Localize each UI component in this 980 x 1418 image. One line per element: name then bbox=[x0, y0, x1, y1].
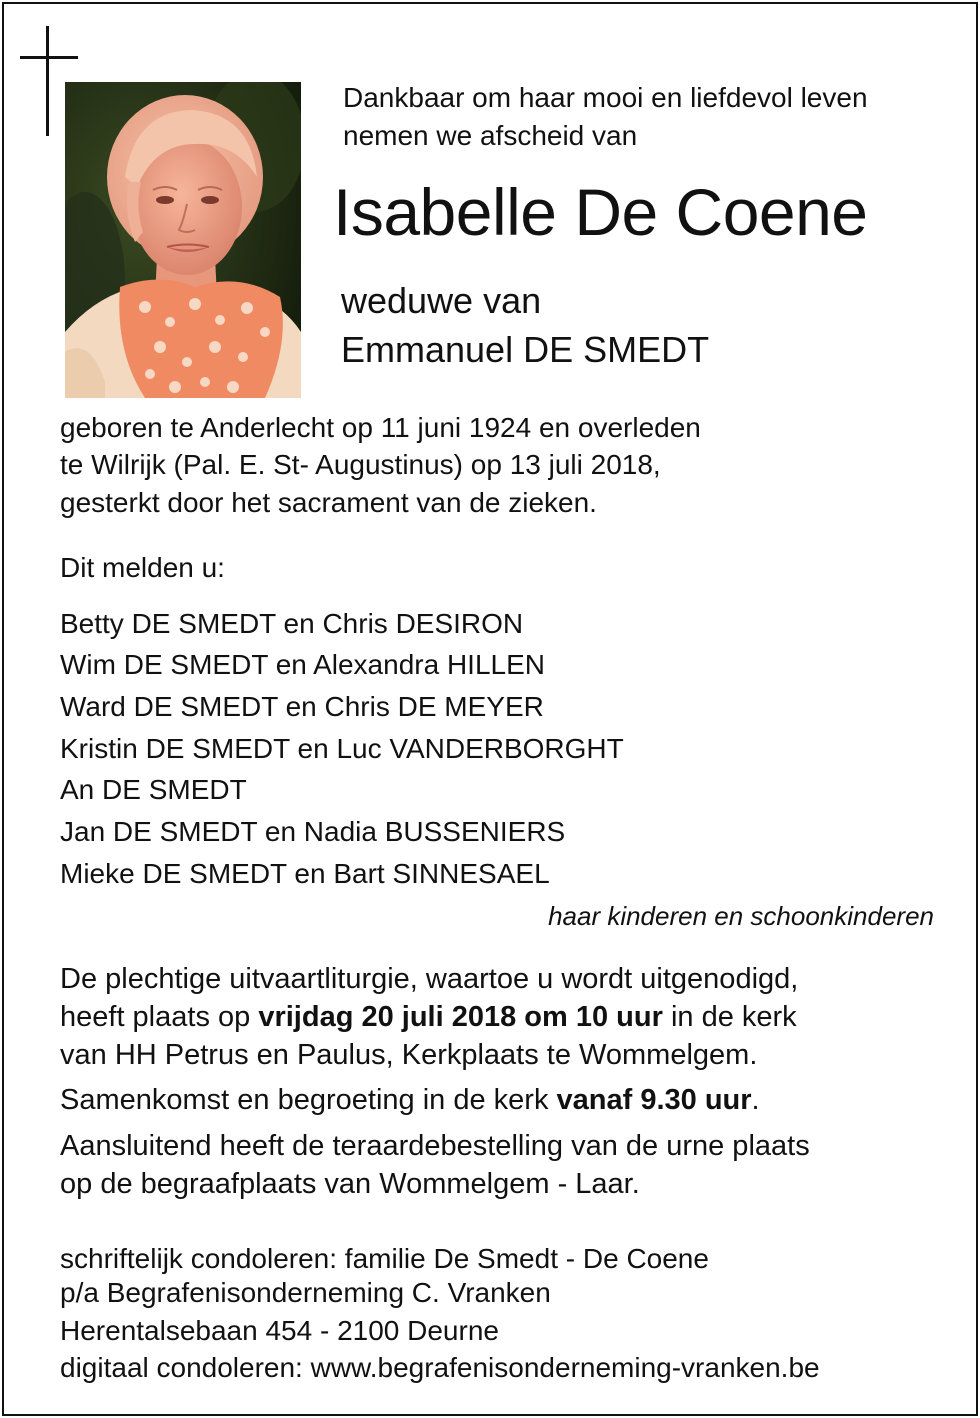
birth-death-line: gesterkt door het sacrament van de zieken. bbox=[60, 487, 597, 518]
spouse-name: Emmanuel DE SMEDT bbox=[341, 329, 710, 370]
funeral-line: Aansluitend heeft de teraardebestelling van de urne plaats bbox=[60, 1130, 810, 1162]
funeral-text: in de kerk bbox=[662, 1001, 797, 1033]
gathering-time: vanaf 9.30 uur bbox=[556, 1084, 752, 1116]
funeral-line: De plechtige uitvaartliturgie, waartoe u wordt uitgenodigd, bbox=[60, 963, 799, 995]
funeral-text: Samenkomst en begroeting in de kerk bbox=[60, 1084, 557, 1116]
contact-line: schriftelijk condoleren: familie De Smedt - De Coene bbox=[60, 1243, 709, 1274]
funeral-line bbox=[60, 1081, 760, 1119]
birth-death-line: geboren te Anderlecht op 11 juni 1924 en overleden bbox=[60, 412, 701, 443]
widow-line: weduwe van bbox=[341, 280, 542, 321]
family-member: Ward DE SMEDT en Chris DE MEYER bbox=[60, 691, 544, 722]
family-member: Jan DE SMEDT en Nadia BUSSENIERS bbox=[60, 816, 566, 847]
funeral-line: op de begraafplaats van Wommelgem - Laar. bbox=[60, 1168, 640, 1200]
portrait-photo bbox=[65, 82, 301, 398]
birth-death-line: te Wilrijk (Pal. E. St- Augustinus) op 13 juli 2018, bbox=[60, 449, 661, 480]
family-caption: haar kinderen en schoonkinderen bbox=[548, 901, 934, 931]
funeral-date: vrijdag 20 juli 2018 om 10 uur bbox=[258, 1001, 663, 1033]
funeral-text: . bbox=[751, 1084, 760, 1116]
funeral-line: van HH Petrus en Paulus, Kerkplaats te Wommelgem. bbox=[60, 1039, 758, 1071]
contact-line: p/a Begrafenisonderneming C. Vranken bbox=[60, 1277, 551, 1308]
cross-vertical-bar bbox=[46, 26, 49, 136]
funeral-line bbox=[60, 998, 797, 1036]
family-member: Betty DE SMEDT en Chris DESIRON bbox=[60, 608, 524, 639]
family-member: An DE SMEDT bbox=[60, 774, 247, 805]
funeral-text: heeft plaats op bbox=[60, 1001, 259, 1033]
contact-website-line: digitaal condoleren: www.begrafenisonderneming-vranken.be bbox=[60, 1352, 820, 1383]
family-member: Mieke DE SMEDT en Bart SINNESAEL bbox=[60, 858, 550, 889]
announce-lead: Dit melden u: bbox=[60, 552, 225, 583]
cross-horizontal-bar bbox=[20, 56, 78, 59]
contact-line: Herentalsebaan 454 - 2100 Deurne bbox=[60, 1315, 499, 1346]
intro-line: Dankbaar om haar mooi en liefdevol leven bbox=[343, 82, 868, 113]
family-member: Kristin DE SMEDT en Luc VANDERBORGHT bbox=[60, 733, 624, 764]
deceased-name: Isabelle De Coene bbox=[333, 175, 868, 249]
intro-line: nemen we afscheid van bbox=[343, 120, 638, 151]
family-member: Wim DE SMEDT en Alexandra HILLEN bbox=[60, 649, 545, 680]
